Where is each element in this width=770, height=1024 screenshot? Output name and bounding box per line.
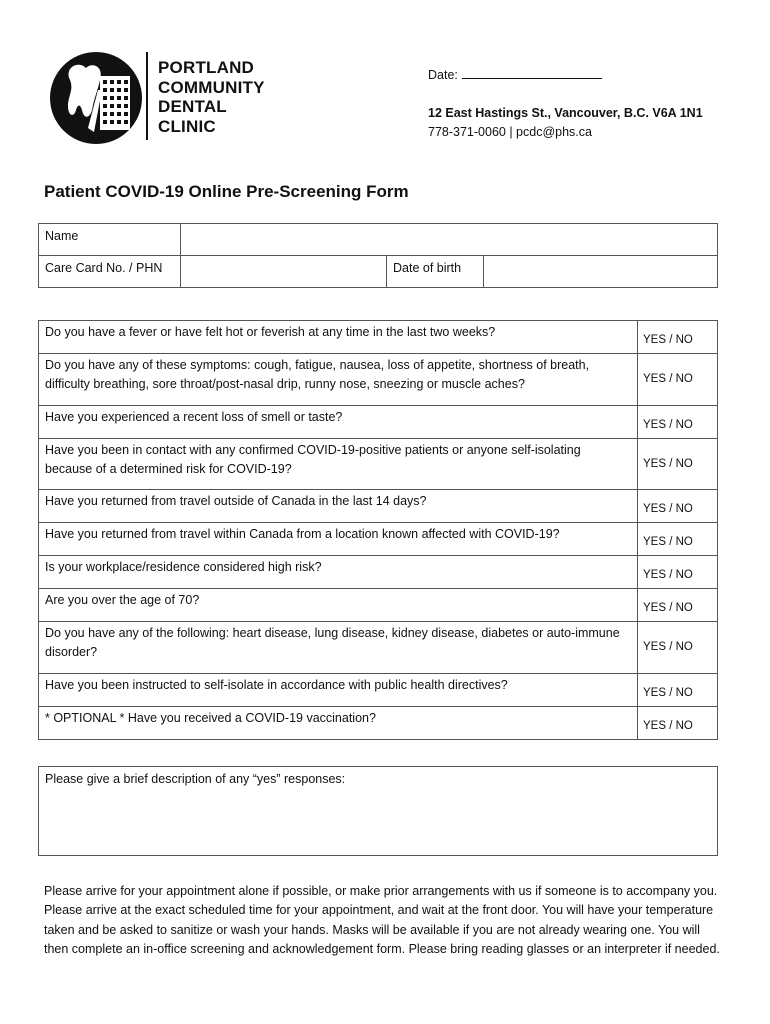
clinic-contact: 778-371-0060 | pcdc@phs.ca [428,125,592,139]
clinic-name-line: COMMUNITY [158,77,265,97]
logo-divider [146,52,148,140]
question-row [39,622,718,674]
yes-no-answer[interactable]: YES / NO [638,321,718,354]
yes-no-answer[interactable]: YES / NO [638,490,718,523]
name-row [39,224,718,256]
question-text: * OPTIONAL * Have you received a COVID-19 vaccination? [39,707,638,740]
yes-no-answer[interactable]: YES / NO [638,406,718,439]
clinic-contact-block [428,66,703,139]
clinic-name-line: CLINIC [158,116,216,136]
screening-questions-table [38,320,718,740]
question-row [39,556,718,589]
name-field[interactable] [181,224,718,256]
clinic-logo-icon [48,50,144,146]
date-line [428,66,703,82]
yes-no-answer[interactable]: YES / NO [638,674,718,707]
date-label: Date: [428,68,458,82]
question-text: Do you have any of the following: heart disease, lung disease, kidney disease, diabetes or auto-immune disorder? [39,622,638,674]
patient-info-table [38,223,718,288]
yes-no-answer[interactable]: YES / NO [638,439,718,490]
question-row [39,707,718,740]
question-row [39,589,718,622]
question-text: Do you have any of these symptoms: cough, fatigue, nausea, loss of appetite, shortness of breath, difficulty breathing, sore throat/post-nasal drip, runny nose, sneezing or muscle aches? [39,354,638,406]
name-label: Name [39,224,181,256]
question-row [39,674,718,707]
question-row [39,439,718,490]
yes-description-table [38,766,718,856]
clinic-name [158,58,265,136]
yes-no-answer[interactable]: YES / NO [638,523,718,556]
clinic-name-line: PORTLAND [158,58,255,77]
care-card-label: Care Card No. / PHN [39,256,181,288]
clinic-name-line: DENTAL [158,97,227,116]
yes-description-label: Please give a brief description of any “yes” responses: [45,772,346,786]
appointment-instructions: Please arrive for your appointment alone if possible, or make prior arrangements with us if someone is to accompany you. Please arrive at the exact scheduled time for your appointment, and wait at the front door. You will have your temperature taken and be asked to sanitize or wash your hands. Masks will be available if you are not already wearing one. You will then complete an in-office screening and acknowledgement form. Please bring reading glasses or an interpreter if needed. [44,884,720,957]
yes-no-answer[interactable]: YES / NO [638,589,718,622]
yes-no-answer[interactable]: YES / NO [638,354,718,406]
care-card-row [39,256,718,288]
question-text: Have you experienced a recent loss of smell or taste? [39,406,638,439]
yes-description-field[interactable] [39,767,718,856]
question-row [39,490,718,523]
yes-no-answer[interactable]: YES / NO [638,707,718,740]
question-row [39,406,718,439]
question-text: Have you been in contact with any confirmed COVID-19-positive patients or anyone self-isolating because of a determined risk for COVID-19? [39,439,638,490]
question-text: Is your workplace/residence considered high risk? [39,556,638,589]
form-title: Patient COVID-19 Online Pre-Screening Form [44,182,409,201]
question-text: Have you returned from travel within Canada from a location known affected with COVID-19? [39,523,638,556]
dob-field[interactable] [484,256,718,288]
question-row [39,354,718,406]
yes-no-answer[interactable]: YES / NO [638,622,718,674]
care-card-field[interactable] [181,256,387,288]
question-text: Have you been instructed to self-isolate in accordance with public health directives? [39,674,638,707]
clinic-address: 12 East Hastings St., Vancouver, B.C. V6A 1N1 [428,106,703,120]
question-row [39,321,718,354]
question-text: Have you returned from travel outside of Canada in the last 14 days? [39,490,638,523]
date-field[interactable] [462,66,602,79]
question-text: Are you over the age of 70? [39,589,638,622]
question-row [39,523,718,556]
yes-no-answer[interactable]: YES / NO [638,556,718,589]
dob-label: Date of birth [387,256,484,288]
question-text: Do you have a fever or have felt hot or feverish at any time in the last two weeks? [39,321,638,354]
